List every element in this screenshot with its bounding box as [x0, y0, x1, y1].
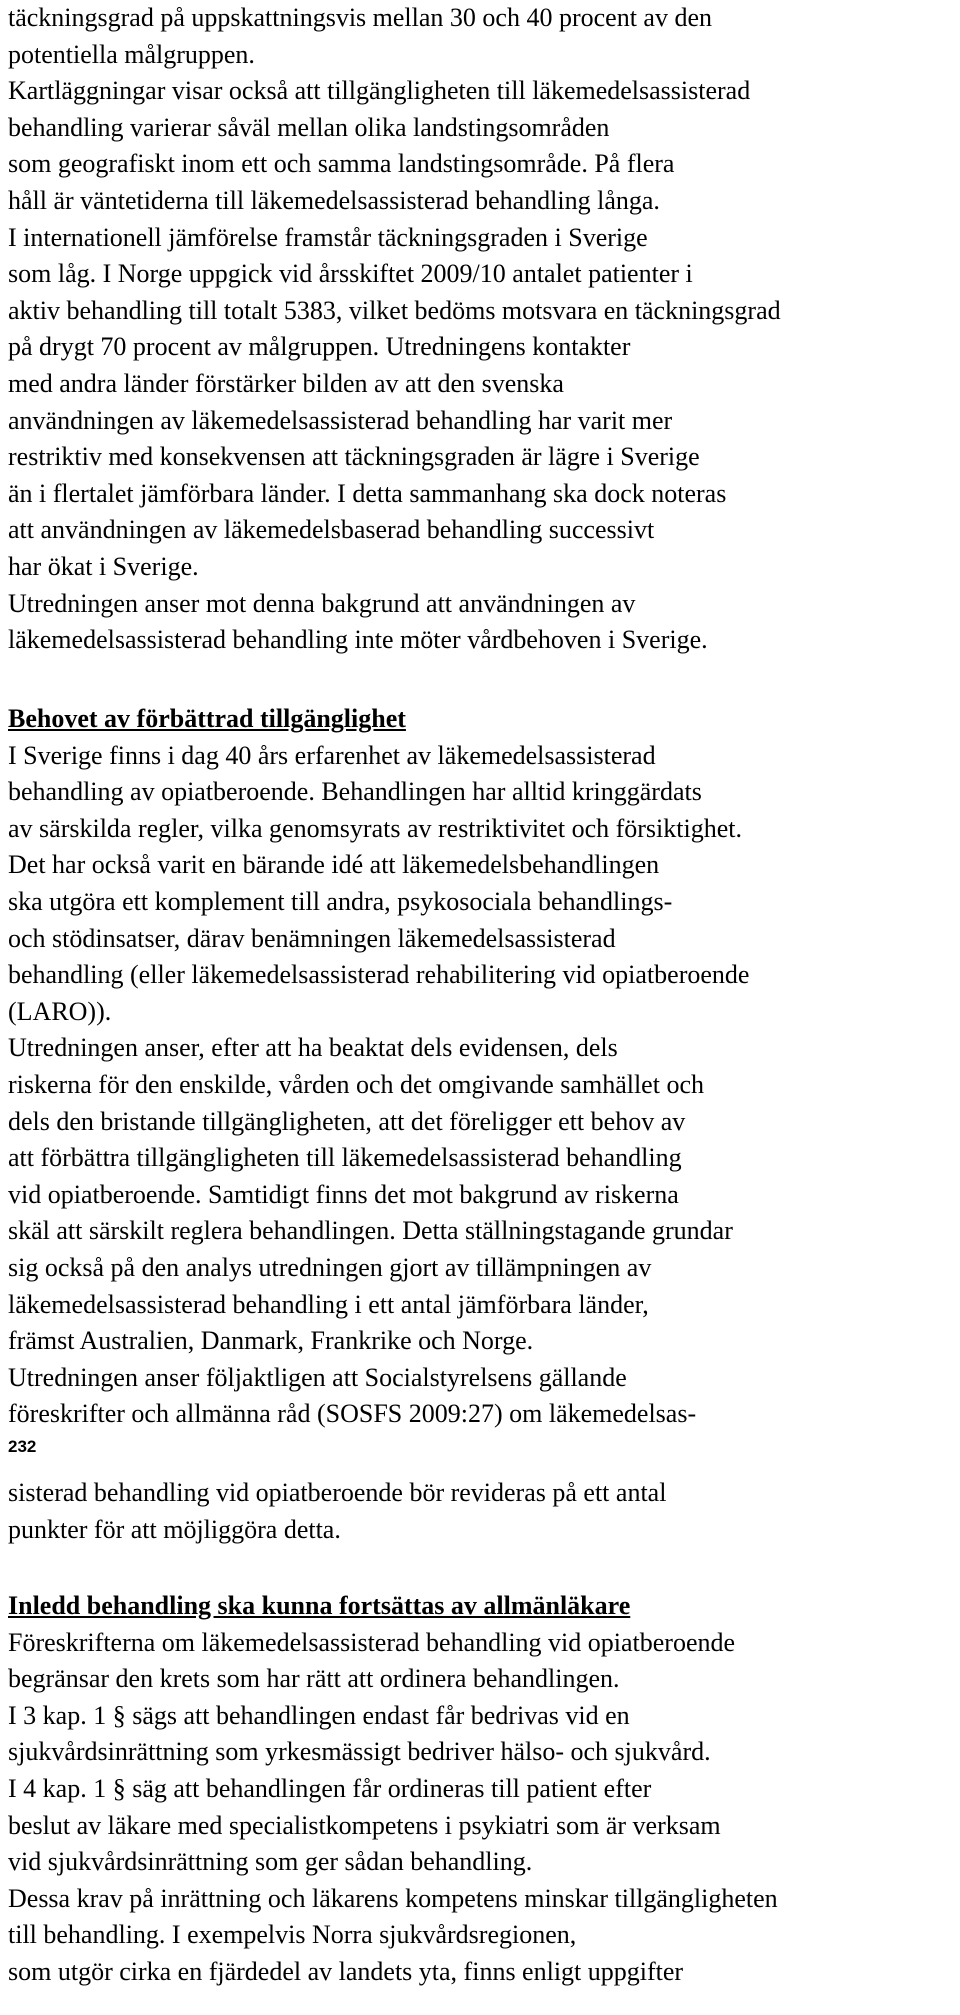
text-line: som utgör cirka en fjärdedel av landets yta, finns enligt uppgifter	[8, 1956, 684, 1986]
text-line: behandling av opiatberoende. Behandlingen har alltid kringgärdats	[8, 777, 702, 807]
text-line: sisterad behandling vid opiatberoende bör revideras på ett antal	[8, 1478, 667, 1507]
section-improved-accessibility	[8, 701, 958, 1433]
text-line: Dessa krav på inrättning och läkarens kompetens minskar tillgängligheten	[8, 1883, 778, 1913]
text-line: främst Australien, Danmark, Frankrike och Norge.	[8, 1326, 534, 1356]
text-line: som låg. I Norge uppgick vid årsskiftet 2009/10 antalet patienter i	[8, 259, 693, 289]
text-line: Det har också varit en bärande idé att läkemedelsbehandlingen	[8, 850, 660, 880]
text-line: att förbättra tillgängligheten till läkemedelsassisterad behandling	[8, 1143, 682, 1173]
text-line: på drygt 70 procent av målgruppen. Utredningens kontakter	[8, 332, 631, 362]
text-line: potentiella målgruppen.	[8, 39, 255, 69]
text-line: skäl att särskilt reglera behandlingen. Detta ställningstagande grundar	[8, 1216, 733, 1246]
text-line: sjukvårdsinrättning som yrkesmässigt bedriver hälso- och sjukvård.	[8, 1737, 711, 1767]
paragraph-continuation	[8, 1475, 958, 1548]
text-line: riskerna för den enskilde, vården och det omgivande samhället och	[8, 1069, 704, 1099]
text-line: att användningen av läkemedelsbaserad behandling successivt	[8, 515, 655, 545]
text-line: täckningsgrad på uppskattningsvis mellan 30 och 40 procent av den	[8, 3, 713, 32]
text-line: begränsar den krets som har rätt att ordinera behandlingen.	[8, 1664, 620, 1694]
text-line: I internationell jämförelse framstår täckningsgraden i Sverige	[8, 222, 648, 252]
text-line: (LARO)).	[8, 996, 112, 1026]
text-line: punkter för att möjliggöra detta.	[8, 1514, 341, 1544]
text-line: aktiv behandling till totalt 5383, vilket bedöms motsvara en täckningsgrad	[8, 295, 781, 325]
page-number: 232	[8, 1437, 37, 1456]
text-line: ska utgöra ett komplement till andra, psykosociala behandlings-	[8, 886, 673, 916]
text-line: med andra länder förstärker bilden av att den svenska	[8, 368, 564, 398]
text-line: I 3 kap. 1 § sägs att behandlingen endast får bedrivas vid en	[8, 1700, 630, 1730]
text-line: Utredningen anser, efter att ha beaktat dels evidensen, dels	[8, 1033, 618, 1063]
paragraph-coverage	[8, 0, 958, 659]
text-line: läkemedelsassisterad behandling i ett antal jämförbara länder,	[8, 1289, 649, 1319]
text-line: dels den bristande tillgängligheten, att det föreligger ett behov av	[8, 1106, 686, 1136]
text-line: behandling (eller läkemedelsassisterad rehabilitering vid opiatberoende	[8, 960, 750, 990]
section-heading: Inledd behandling ska kunna fortsättas av allmänläkare	[8, 1591, 631, 1620]
text-line: läkemedelsassisterad behandling inte möter vårdbehoven i Sverige.	[8, 625, 708, 655]
text-line: Kartläggningar visar också att tillgängligheten till läkemedelsassisterad	[8, 76, 751, 106]
text-line: användningen av läkemedelsassisterad behandling har varit mer	[8, 405, 673, 435]
text-line: I Sverige finns i dag 40 års erfarenhet av läkemedelsassisterad	[8, 740, 656, 770]
text-line: beslut av läkare med specialistkompetens i psykiatri som är verksam	[8, 1810, 721, 1840]
text-line: vid sjukvårdsinrättning som ger sådan behandling.	[8, 1847, 533, 1877]
section-general-practitioner	[8, 1588, 958, 1991]
text-line: Utredningen anser mot denna bakgrund att användningen av	[8, 588, 636, 618]
text-line: som geografiskt inom ett och samma landstingsområde. På flera	[8, 149, 675, 179]
text-line: föreskrifter och allmänna råd (SOSFS 2009:27) om läkemedelsas-	[8, 1399, 697, 1429]
text-line: och stödinsatser, därav benämningen läkemedelsassisterad	[8, 923, 616, 953]
text-line: av särskilda regler, vilka genomsyrats av restriktivitet och försiktighet.	[8, 813, 742, 843]
text-line: behandling varierar såväl mellan olika landstingsområden	[8, 112, 610, 142]
text-line: Föreskrifterna om läkemedelsassisterad behandling vid opiatberoende	[8, 1627, 736, 1657]
text-line: I 4 kap. 1 § säg att behandlingen får ordineras till patient efter	[8, 1773, 652, 1803]
text-line: Utredningen anser följaktligen att Socialstyrelsens gällande	[8, 1362, 627, 1392]
text-line: till behandling. I exempelvis Norra sjukvårdsregionen,	[8, 1920, 577, 1950]
text-line: vid opiatberoende. Samtidigt finns det mot bakgrund av riskerna	[8, 1179, 679, 1209]
section-heading: Behovet av förbättrad tillgänglighet	[8, 704, 406, 733]
text-line: har ökat i Sverige.	[8, 551, 199, 581]
text-line: restriktiv med konsekvensen att täckningsgraden är lägre i Sverige	[8, 442, 700, 472]
text-line: sig också på den analys utredningen gjort av tillämpningen av	[8, 1252, 652, 1282]
text-line: än i flertalet jämförbara länder. I detta sammanhang ska dock noteras	[8, 478, 727, 508]
text-line: håll är väntetiderna till läkemedelsassisterad behandling långa.	[8, 185, 660, 215]
